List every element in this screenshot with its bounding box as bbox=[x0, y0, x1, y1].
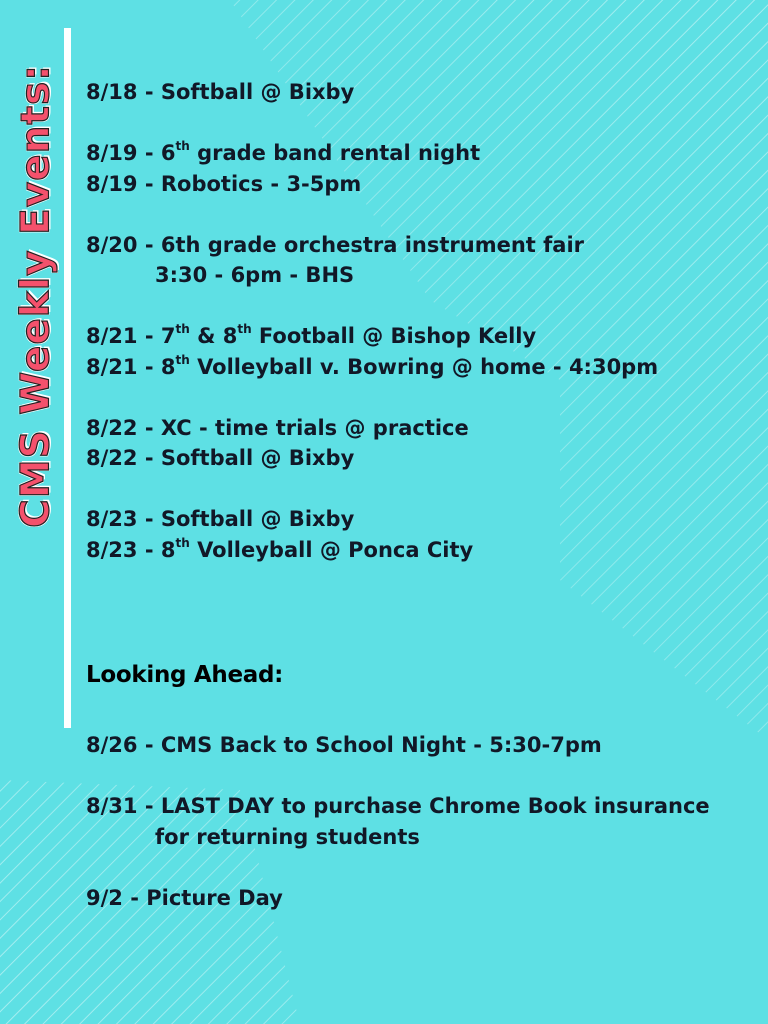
vertical-divider bbox=[64, 28, 71, 728]
event-item: 8/20 - 6th grade orchestra instrument fair bbox=[86, 232, 584, 257]
event-item: 8/19 - Robotics - 3-5pm bbox=[86, 171, 362, 196]
event-item: 8/21 - 8th Volleyball v. Bowring @ home - 4:30pm bbox=[86, 352, 659, 379]
upcoming-item: 9/2 - Picture Day bbox=[86, 885, 283, 910]
upcoming-item: 8/26 - CMS Back to School Night - 5:30-7pm bbox=[86, 733, 602, 757]
event-item: 8/23 - 8th Volleyball @ Ponca City bbox=[86, 535, 474, 562]
event-item-continuation: 3:30 - 6pm - BHS bbox=[155, 263, 355, 287]
upcoming-item: 8/31 - LAST DAY to purchase Chrome Book insurance bbox=[86, 794, 710, 818]
looking-ahead-list bbox=[86, 730, 756, 913]
side-title: CMS Weekly Events: bbox=[13, 64, 59, 528]
event-item: 8/19 - 6th grade band rental night bbox=[86, 139, 481, 165]
event-item: 8/22 - Softball @ Bixby bbox=[86, 446, 355, 470]
event-item: 8/18 - Softball @ Bixby bbox=[86, 80, 355, 104]
event-item: 8/22 - XC - time trials @ practice bbox=[86, 415, 469, 440]
event-item: 8/21 - 7th & 8th Football @ Bishop Kelly bbox=[86, 322, 537, 348]
event-item: 8/23 - Softball @ Bixby bbox=[86, 507, 355, 531]
looking-ahead-heading: Looking Ahead: bbox=[86, 662, 284, 688]
upcoming-item-continuation: for returning students bbox=[155, 824, 420, 849]
event-list bbox=[86, 77, 756, 565]
